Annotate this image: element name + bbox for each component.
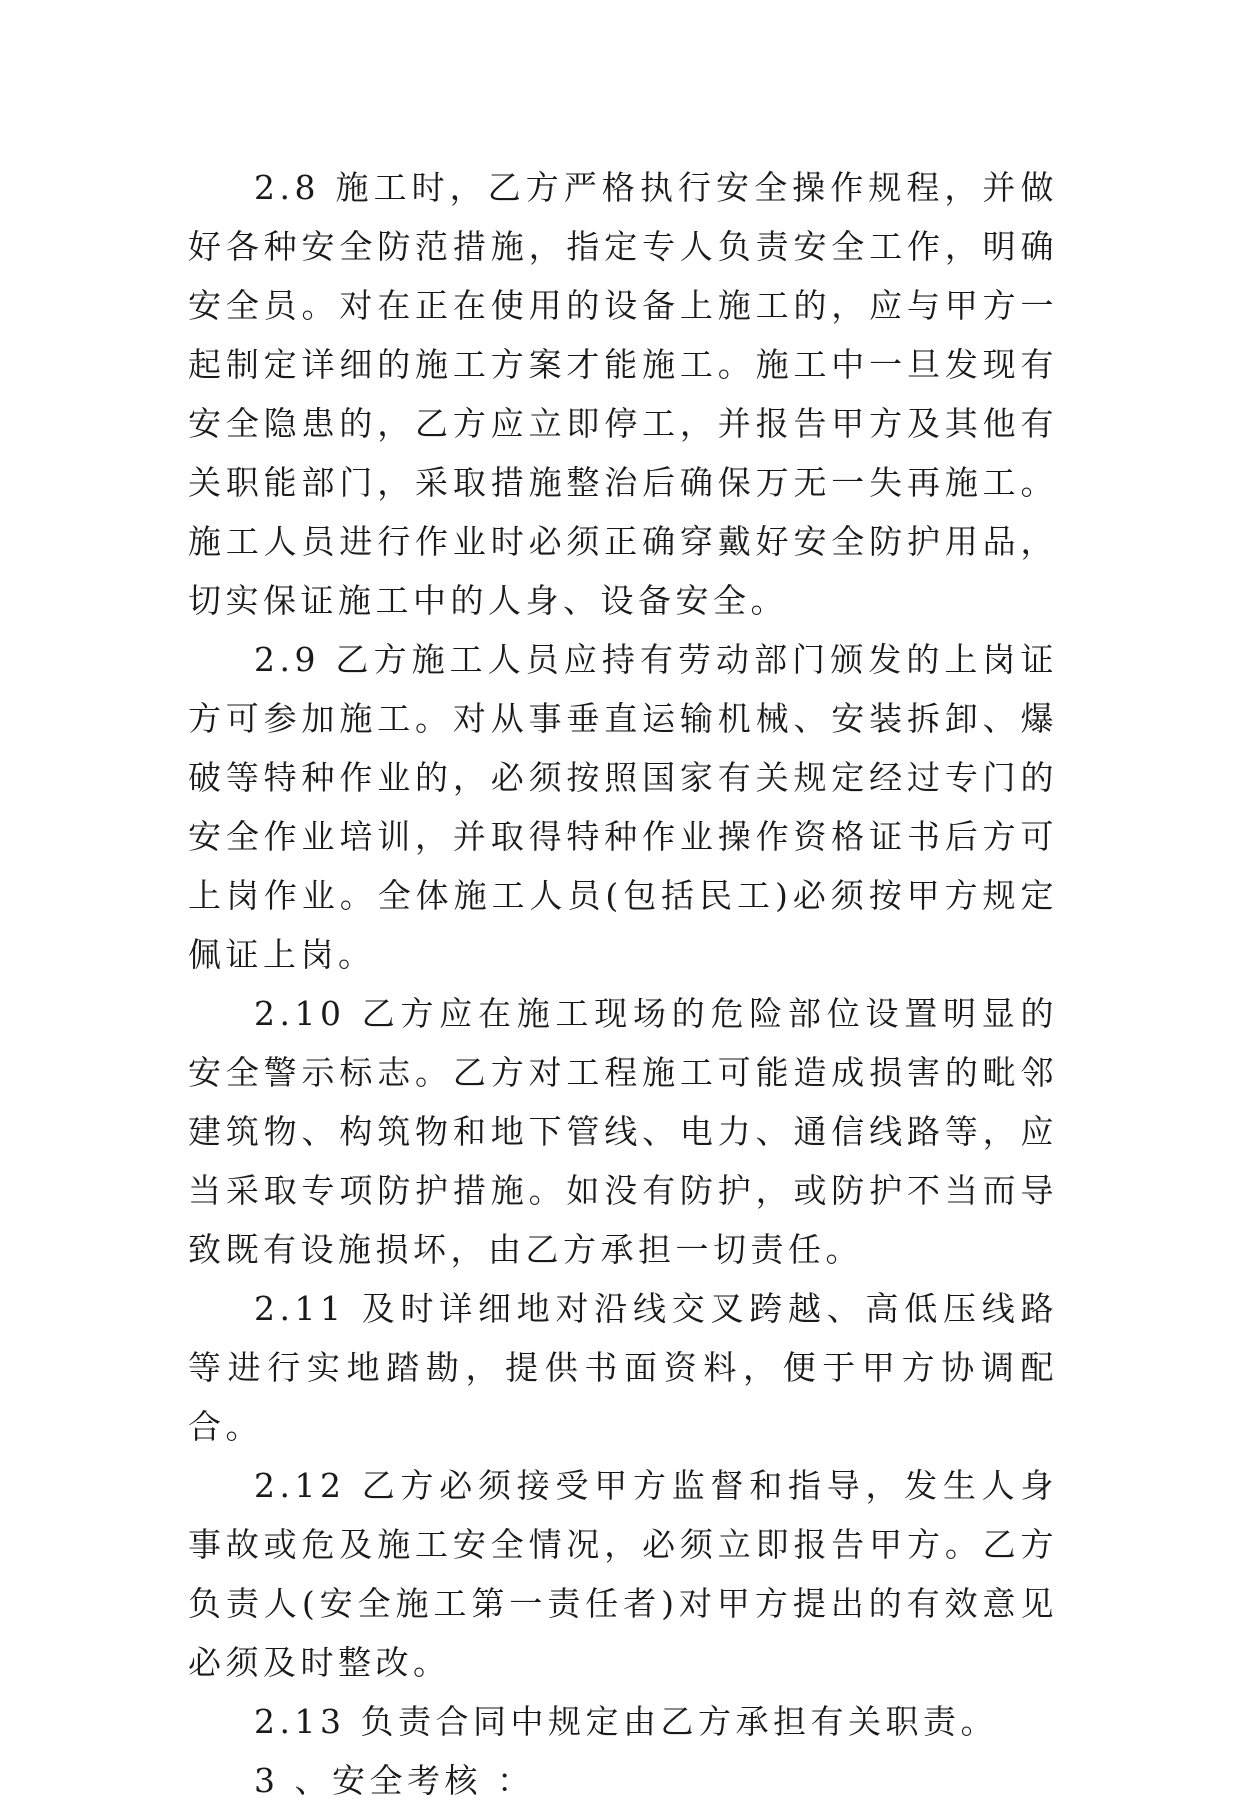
paragraph-2-8: 2.8 施工时，乙方严格执行安全操作规程，并做好各种安全防范措施，指定专人负责安全工作，明确安全员。对在正在使用的设备上施工的，应与甲方一起制定详细的施工方案才能施工。施工中一旦发现有安全隐患的，乙方应立即停工，并报告甲方及其他有关职能部门，采取措施整治后确保万无一失再施工。施工人员进行作业时必须正确穿戴好安全防护用品，切实保证施工中的人身、设备安全。 — [188, 168, 1058, 620]
paragraph-2-9: 2.9 乙方施工人员应持有劳动部门颁发的上岗证方可参加施工。对从事垂直运输机械、安装拆卸、爆破等特种作业的，必须按照国家有关规定经过专门的安全作业培训，并取得特种作业操作资格证书后方可上岗作业。全体施工人员(包括民工)必须按甲方规定佩证上岗。 — [188, 640, 1058, 974]
paragraph-2-12: 2.12 乙方必须接受甲方监督和指导，发生人身事故或危及施工安全情况，必须立即报告甲方。乙方负责人(安全施工第一责任者)对甲方提出的有效意见必须及时整改。 — [188, 1466, 1058, 1682]
paragraph-2-10: 2.10 乙方应在施工现场的危险部位设置明显的安全警示标志。乙方对工程施工可能造成损害的毗邻建筑物、构筑物和地下管线、电力、通信线路等，应当采取专项防护措施。如没有防护，或防护不当而导致既有设施损坏，由乙方承担一切责任。 — [188, 994, 1058, 1269]
section-heading-3: 3 、安全考核 ： — [254, 1761, 535, 1800]
document-body — [188, 158, 1058, 1810]
paragraph-2-11: 2.11 及时详细地对沿线交叉跨越、高低压线路等进行实地踏勘，提供书面资料，便于甲方协调配合。 — [188, 1289, 1058, 1446]
paragraph-2-13: 2.13 负责合同中规定由乙方承担有关职责。 — [254, 1702, 998, 1741]
